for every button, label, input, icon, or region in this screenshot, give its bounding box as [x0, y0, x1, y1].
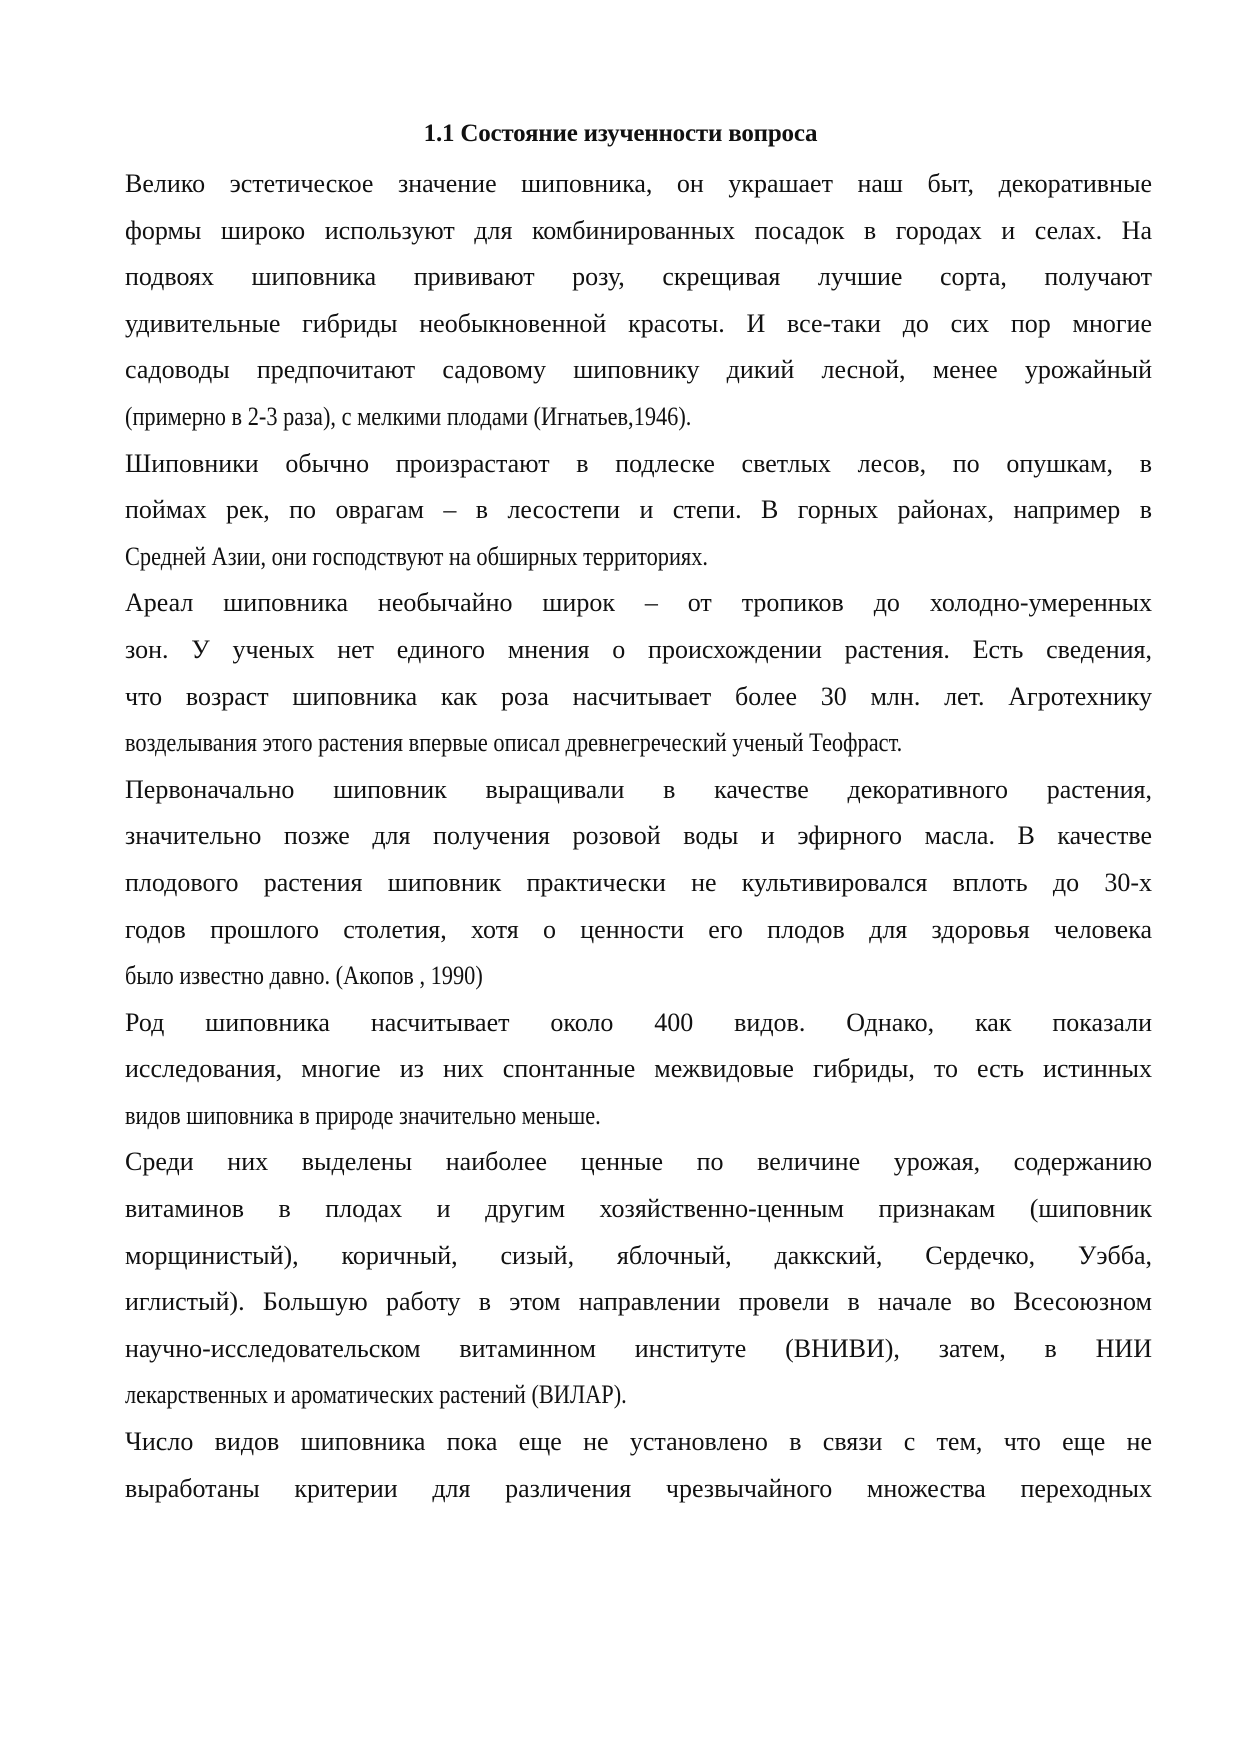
paragraph-line: что возраст шиповника как роза насчитывает более 30 млн. лет. Агротехнику: [125, 681, 1152, 711]
paragraph: [125, 1426, 1152, 1519]
paragraph-line: было известно давно. (Акопов , 1990): [125, 961, 483, 991]
document-body: [125, 168, 1152, 1519]
paragraph-line: Средней Азии, они господствуют на обширных территориях.: [125, 541, 708, 571]
paragraph-line: выработаны критерии для различения чрезвычайного множества переходных: [125, 1473, 1152, 1503]
paragraph: [125, 168, 1152, 448]
paragraph-line: (примерно в 2-3 раза), с мелкими плодами (Игнатьев,1946).: [125, 401, 692, 431]
paragraph-line: подвоях шиповника прививают розу, скрещивая лучшие сорта, получают: [125, 262, 1152, 292]
paragraph-line: видов шиповника в природе значительно меньше.: [125, 1100, 601, 1130]
paragraph-line: плодового растения шиповник практически не культивировался вплоть до 30-х: [125, 867, 1152, 897]
paragraph-line: поймах рек, по оврагам – в лесостепи и степи. В горных районах, например в: [125, 495, 1152, 525]
paragraph-line: иглистый). Большую работу в этом направлении провели в начале во Всесоюзном: [125, 1287, 1152, 1317]
paragraph-line: формы широко используют для комбинированных посадок в городах и селах. На: [125, 215, 1152, 245]
paragraph-line: значительно позже для получения розовой воды и эфирного масла. В качестве: [125, 821, 1152, 851]
paragraph-line: Первоначально шиповник выращивали в качестве декоративного растения,: [125, 774, 1152, 804]
paragraph-line: Род шиповника насчитывает около 400 видов. Однако, как показали: [125, 1007, 1152, 1037]
paragraph-line: морщинистый), коричный, сизый, яблочный, даккский, Сердечко, Уэбба,: [125, 1240, 1152, 1270]
paragraph-line: возделывания этого растения впервые описал древнегреческий ученый Теофраст.: [125, 728, 903, 758]
paragraph: [125, 587, 1152, 773]
paragraph-line: Ареал шиповника необычайно широк – от тропиков до холодно-умеренных: [125, 588, 1152, 618]
paragraph: [125, 448, 1152, 588]
paragraph: [125, 774, 1152, 1007]
paragraph-line: садоводы предпочитают садовому шиповнику дикий лесной, менее урожайный: [125, 355, 1152, 385]
paragraph-line: Среди них выделены наиболее ценные по величине урожая, содержанию: [125, 1147, 1152, 1177]
paragraph-line: удивительные гибриды необыкновенной красоты. И все-таки до сих пор многие: [125, 308, 1152, 338]
paragraph: [125, 1007, 1152, 1147]
paragraph-line: лекарственных и ароматических растений (ВИЛАР).: [125, 1380, 627, 1410]
paragraph-line: зон. У ученых нет единого мнения о происхождении растения. Есть сведения,: [125, 634, 1152, 664]
paragraph-line: годов прошлого столетия, хотя о ценности его плодов для здоровья человека: [125, 914, 1152, 944]
paragraph-line: Велико эстетическое значение шиповника, он украшает наш быт, декоративные: [125, 169, 1152, 198]
paragraph-line: научно-исследовательском витаминном институте (ВНИВИ), затем, в НИИ: [125, 1333, 1152, 1363]
paragraph-line: Число видов шиповника пока еще не установлено в связи с тем, что еще не: [125, 1427, 1152, 1457]
paragraph-line: исследования, многие из них спонтанные межвидовые гибриды, то есть истинных: [125, 1054, 1152, 1084]
paragraph-line: Шиповники обычно произрастают в подлеске светлых лесов, по опушкам, в: [125, 448, 1152, 478]
section-title: 1.1 Состояние изученности вопроса: [423, 120, 818, 147]
paragraph-line: витаминов в плодах и другим хозяйственно-ценным признакам (шиповник: [125, 1194, 1152, 1224]
paragraph: [125, 1146, 1152, 1426]
